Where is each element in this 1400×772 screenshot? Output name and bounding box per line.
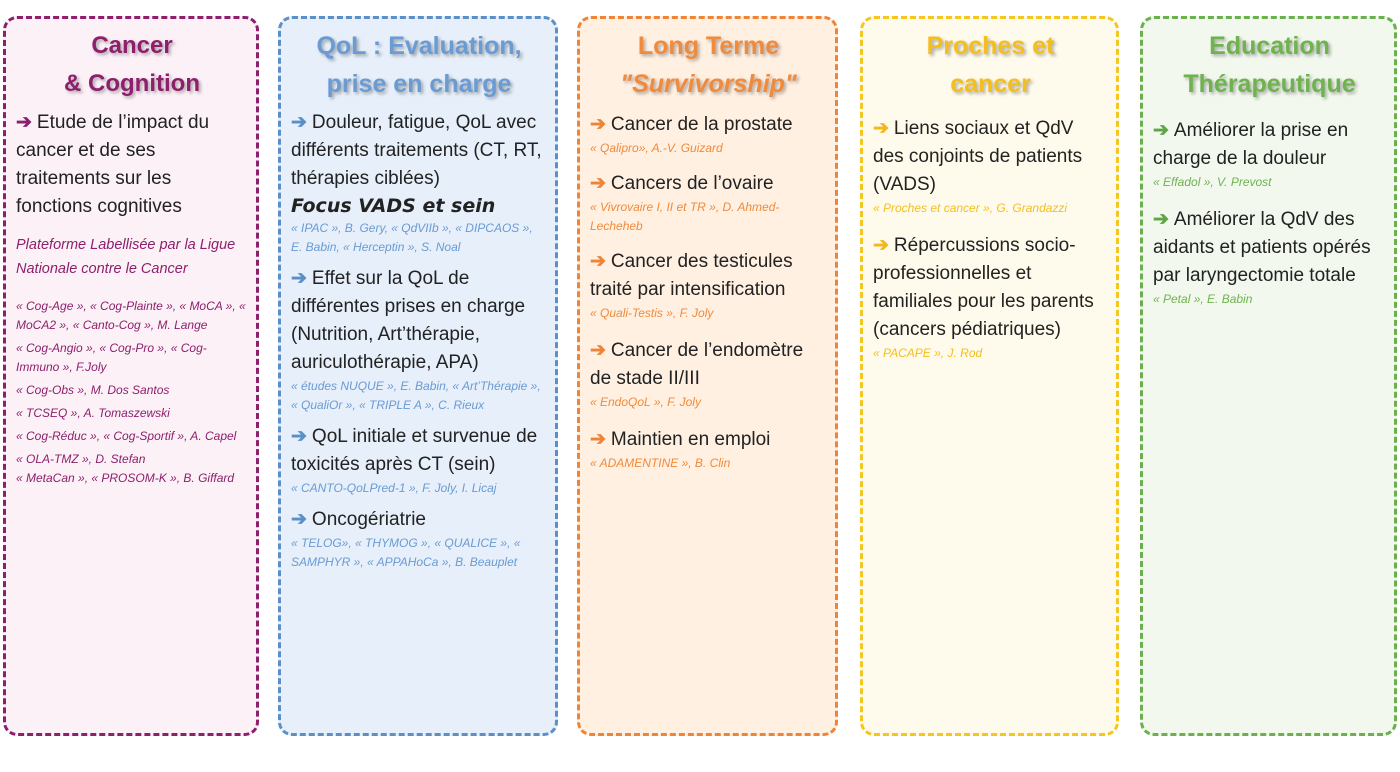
arrow-icon: ➔ [590,429,606,450]
reference: « TCSEQ », A. Tomaszewski [16,406,170,420]
column-title [1153,27,1386,103]
topic-item [291,265,547,377]
platform-label: Plateforme Labellisée par la Ligue Nationale contre le Cancer [16,237,236,277]
topic-text: Répercussions socio-professionnelles et familiales pour les parents (cancers pédiatriques) [873,235,1094,340]
topic-item [291,506,547,534]
focus-label: Focus VADS et sein [291,195,496,217]
topic-text: Douleur, fatigue, QoL avec différents traitements (CT, RT, thérapies ciblées) [291,112,542,189]
title-line: Thérapeutique [1183,70,1356,98]
reference: « PACAPE », J. Rod [873,346,983,360]
column-proches [860,16,1119,736]
topic-item [590,111,827,139]
reference: « Cog-Angio », « Cog-Pro », « Cog-Immuno », F.Joly [16,341,207,374]
reference-list [16,297,248,488]
title-line: & Cognition [64,70,200,97]
topic-text: Maintien en emploi [610,429,771,450]
arrow-icon: ➔ [291,426,307,447]
title-line: cancer [950,70,1031,98]
column-education [1140,16,1397,736]
topic-item [291,109,547,193]
topic-text: Liens sociaux et QdV des conjoints de patients (VADS) [873,118,1083,195]
topic-text: Cancer des testicules traité par intensification [590,251,793,300]
topic-text: QoL initiale et survenue de toxicités après CT (sein) [291,426,538,475]
reference: « études NUQUE », E. Babin, « Art’Thérapie », « QualiOr », « TRIPLE A », C. Rieux [291,379,541,412]
topic-item [873,115,1108,199]
reference: « Effadol », V. Prevost [1153,175,1272,189]
topic-item [291,423,547,479]
column-title [590,27,827,103]
arrow-icon: ➔ [873,118,889,139]
arrow-icon: ➔ [291,112,307,133]
column-qol [278,16,558,736]
topic-text: Cancer de l’endomètre de stade II/III [590,340,804,389]
reference: « CANTO-QoLPred-1 », F. Joly, I. Licaj [291,481,497,495]
column-title [16,27,248,103]
topic-item [590,426,827,454]
topic-text: Améliorer la prise en charge de la douleur [1153,120,1349,169]
reference: « OLA-TMZ », D. Stefan [16,452,146,466]
topic-text: Cancers de l’ovaire [610,173,774,194]
reference: « Cog-Réduc », « Cog-Sportif », A. Capel [16,429,237,443]
topic-item [590,337,827,393]
arrow-icon: ➔ [873,235,889,256]
arrow-icon: ➔ [590,251,606,272]
arrow-icon: ➔ [16,112,32,133]
reference: « Vivrovaire I, II et TR », D. Ahmed-Lecheheb [590,200,780,233]
topic-text: Cancer de la prostate [610,114,793,135]
topic-text: Effet sur la QoL de différentes prises en charge (Nutrition, Art’thérapie, auriculothérapie, APA) [291,268,526,373]
column-title [291,27,547,103]
reference: « Qalipro», A.-V. Guizard [590,141,723,155]
title-line: "Survivorship" [620,70,797,98]
reference: « EndoQoL », F. Joly [590,395,701,409]
topic-item [16,109,248,221]
topic-item [873,232,1108,344]
arrow-icon: ➔ [590,340,606,361]
column-cancer-cognition [3,16,259,736]
arrow-icon: ➔ [590,173,606,194]
title-line: Education [1209,32,1330,60]
reference: « ADAMENTINE », B. Clin [590,456,731,470]
arrow-icon: ➔ [590,114,606,135]
reference: « Proches et cancer », G. Grandazzi [873,201,1068,215]
topic-item [590,170,827,198]
title-line: Proches et [926,32,1055,60]
topic-text: Etude de l’impact du cancer et de ses traitements sur les fonctions cognitives [16,112,210,217]
arrow-icon: ➔ [1153,209,1169,230]
column-survivorship [577,16,838,736]
reference: « MetaCan », « PROSOM-K », B. Giffard [16,471,235,485]
topic-item [1153,117,1386,173]
title-line: QoL : Evaluation, [316,32,522,60]
topic-item [590,248,827,304]
reference: « Cog-Age », « Cog-Plainte », « MoCA », « MoCA2 », « Canto-Cog », M. Lange [16,299,246,332]
arrow-icon: ➔ [291,509,307,530]
title-line: Cancer [91,32,173,59]
reference: « Petal », E. Babin [1153,292,1253,306]
reference: « Quali-Testis », F. Joly [590,306,714,320]
topic-item [1153,206,1386,290]
topic-text: Oncogériatrie [311,509,426,530]
reference: « Cog-Obs », M. Dos Santos [16,383,170,397]
arrow-icon: ➔ [291,268,307,289]
title-line: Long Terme [637,32,780,60]
column-title [873,27,1108,103]
reference: « TELOG», « THYMOG », « QUALICE », « SAMPHYR », « APPAHoCa », B. Beauplet [291,536,521,569]
title-line: prise en charge [326,70,512,98]
reference: « IPAC », B. Gery, « QdVIIb », « DIPCAOS », E. Babin, « Herceptin », S. Noal [291,221,533,254]
arrow-icon: ➔ [1153,120,1169,141]
topic-text: Améliorer la QdV des aidants et patients opérés par laryngectomie totale [1153,209,1371,286]
